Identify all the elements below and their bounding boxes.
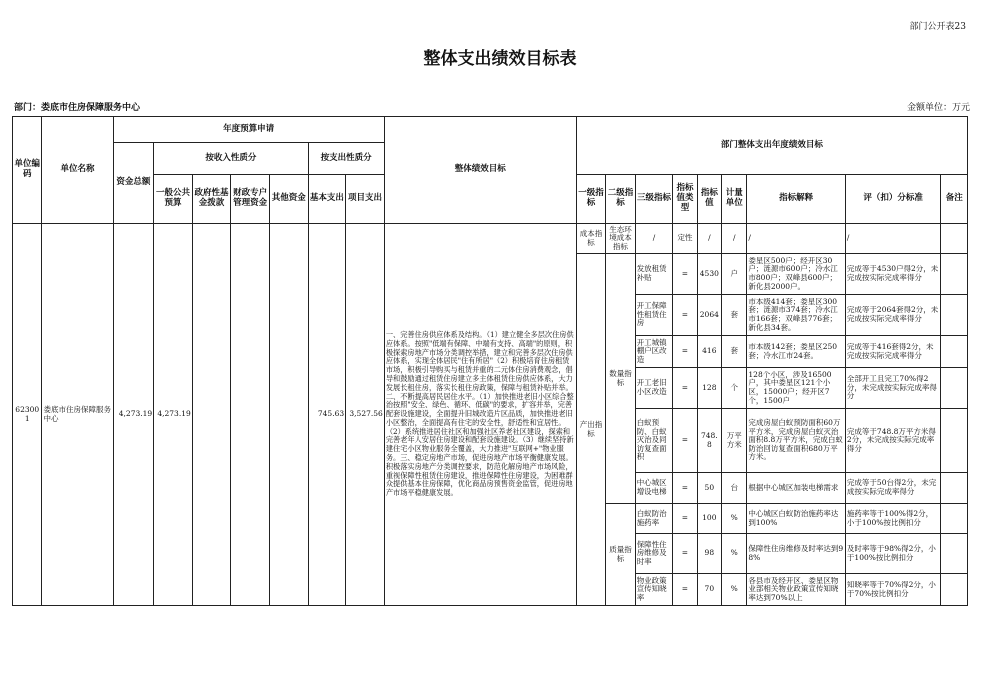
fiscal-special-cell: [231, 224, 270, 606]
metric-type: =: [673, 336, 697, 368]
header-project-expense: 项目支出: [346, 175, 385, 224]
header-basic-expense: 基本支出: [308, 175, 346, 224]
header-total-funds: 资金总额: [113, 143, 154, 224]
header-remark: 备注: [941, 175, 968, 224]
cost-explanation: /: [747, 224, 846, 254]
total-funds-cell: 4,273.19: [113, 224, 154, 606]
metric-explanation: 根据中心城区加装电梯需求: [747, 473, 846, 504]
metric-explanation: 中心城区白蚁防治施药率达到100%: [747, 504, 846, 534]
metric-scoring: 知晓率等于70%得2分，小于70%按比例扣分: [846, 580, 936, 598]
metric-type: =: [673, 254, 697, 295]
metric-remark: [941, 574, 968, 606]
metric-unit: 户: [722, 254, 747, 295]
metric-unit: 万平方米: [722, 409, 747, 473]
metric-remark: [941, 336, 968, 368]
cost-unit: /: [722, 224, 747, 254]
metric-explanation: 市本级414套；娄星区300套；涟源市374套；冷水江市166套；双峰县776套；新化县34套。: [748, 297, 838, 332]
metric-unit: 套: [722, 336, 747, 368]
metric-name: 发放租赁补贴: [635, 254, 673, 295]
gov-fund-cell: [192, 224, 231, 606]
page-title: 整体支出绩效目标表: [423, 49, 577, 69]
performance-table: [12, 116, 968, 606]
metric-name: 物业政策宣传知晓率: [635, 574, 673, 606]
metric-value: 128: [697, 368, 721, 409]
metric-unit: %: [722, 534, 747, 574]
metric-unit: %: [722, 504, 747, 534]
metric-name: 中心城区增设电梯: [635, 473, 673, 504]
metric-explanation: 娄星区500户；经开区30户；涟源市600户；冷水江市800户；双峰县600户；新化县2000户。: [748, 256, 838, 291]
metric-explanation: 完成房屋白蚁预防面积60万平方米，完成房屋白蚁灭治面积8.8万平方米，完成白蚁防治回访复查面积680万平方米。: [747, 409, 846, 473]
cost-remark: [941, 224, 968, 254]
metric-scoring: 完成等于4530户得2分，未完成按实际完成率得分: [846, 265, 939, 282]
metric-name: 开工老旧小区改造: [635, 368, 673, 409]
header-value-type: 指标值类型: [673, 175, 697, 224]
metric-name: 白蚁防治施药率: [635, 504, 673, 534]
metric-value: 2064: [697, 295, 721, 336]
metric-value: 70: [697, 574, 721, 606]
output-indicator-label: 产出指标: [576, 254, 605, 606]
header-general-budget: 一般公共预算: [154, 175, 193, 224]
cost-value: /: [697, 224, 721, 254]
header-fiscal-special: 财政专户管理资金: [231, 175, 270, 224]
header-annual-budget: 年度预算申请: [113, 117, 384, 143]
metric-type: =: [673, 534, 697, 574]
header-overall-goal: 整体绩效目标: [384, 117, 576, 224]
header-unit-code: 单位编码: [13, 117, 42, 224]
metric-scoring: 及时率等于98%得2分，小于100%按比例扣分: [845, 534, 940, 574]
header-explanation: 指标解释: [747, 175, 846, 224]
metric-value: 416: [697, 336, 721, 368]
cost-level2: 生态环境成本指标: [606, 224, 635, 254]
unit-code-cell: 623001: [13, 224, 42, 606]
header-level1: 一级指标: [576, 175, 605, 224]
metric-explanation: 128个小区，涉及16500户，其中娄星区121个小区，15000户；经开区7个，1500户: [748, 370, 832, 405]
metric-scoring: 施药率等于100%得2分，小于100%按比例扣分: [845, 504, 940, 534]
metric-scoring: 全部开工且完工70%得2分，未完成按实际完成率得分: [846, 375, 937, 401]
quality-indicator-label: 质量指标: [606, 504, 635, 606]
header-scoring: 评（扣）分标准: [845, 175, 940, 224]
header-level3: 三级指标: [635, 175, 673, 224]
metric-type: =: [673, 368, 697, 409]
cost-scoring: /: [845, 224, 940, 254]
department-label: 部门：娄底市住房保障服务中心: [14, 103, 141, 113]
metric-explanation: 各县市及经开区、娄星区物业部相关物业政策宣传知晓率达到70%以上: [748, 576, 839, 602]
header-unit-name: 单位名称: [42, 117, 113, 224]
metric-remark: [941, 504, 968, 534]
metric-value: 98: [697, 534, 721, 574]
cost-value-type: 定性: [673, 224, 697, 254]
metric-name: 白蚁预防、白蚁灭治及同访复查面积: [635, 409, 673, 473]
metric-unit: %: [722, 574, 747, 606]
metric-unit: 台: [722, 473, 747, 504]
page-tag: 部门公开表23: [909, 22, 966, 32]
unit-name-cell: 娄底市住房保障服务中心: [42, 224, 113, 606]
metric-value: 100: [697, 504, 721, 534]
other-funds-cell: [269, 224, 308, 606]
metric-scoring: 完成等于50台得2分，未完成按实际完成率得分: [845, 473, 940, 504]
amount-unit-label: 金额单位：万元: [906, 103, 970, 113]
basic-expense-cell: 745.63: [308, 224, 346, 606]
metric-type: =: [673, 574, 697, 606]
metric-value: 4530: [697, 254, 721, 295]
cost-level1: 成本指标: [576, 224, 605, 254]
metric-value: 748.8: [697, 409, 721, 473]
metric-explanation: 保障性住房维修及时率达到98%: [747, 534, 846, 574]
metric-type: =: [673, 473, 697, 504]
metric-unit: 个: [722, 368, 747, 409]
metric-remark: [941, 409, 968, 473]
metric-remark: [941, 368, 968, 409]
metric-remark: [941, 295, 968, 336]
metric-type: =: [673, 504, 697, 534]
header-other-funds: 其他资金: [269, 175, 308, 224]
metric-unit: 套: [722, 295, 747, 336]
metric-remark: [941, 534, 968, 574]
metric-type: =: [673, 295, 697, 336]
header-by-income: 按收入性质分: [154, 143, 308, 175]
cost-level3: /: [635, 224, 673, 254]
header-value: 指标值: [697, 175, 721, 224]
header-gov-fund: 政府性基金拨款: [192, 175, 231, 224]
quantity-indicator-label: 数量指标: [606, 254, 635, 504]
metric-value: 50: [697, 473, 721, 504]
metric-explanation: 市本级142套；娄星区250套；冷水江市24套。: [748, 342, 838, 360]
metric-scoring: 完成等于2064套得2分，未完成按实际完成率得分: [846, 306, 939, 323]
metric-name: 开工保障性租赁住房: [635, 295, 673, 336]
metric-name: 保障性住房维修及时率: [635, 534, 673, 574]
metric-scoring: 完成等于416套得2分，未完成按实际完成率得分: [846, 342, 934, 360]
overall-goal-text: 一、完善住房供应体系及结构。（1）建立健全多层次住房供应体系。按照"低端有保障、中端有支持、高端"的原则，积极探索房地产市场分类调控举措，建立和完善多层次住房供应体系，实现全体居民"住有所居"（2）积极培育住房租赁市场，积极引导购买与租赁并重的二元体住房消费观念，倡导和鼓励通过租赁住房建立多主体租赁住房供应体系，大力发展长租住房，落实长租住房政策，保障与租赁补贴并举。二、不断提高居民居住水平。（1）加快推进老旧小区综合整治按照"安全、绿色、循环、低碳"的要求，扩容并举，完善配套设施建设，全面提升旧城改造片区品质，加快推进老旧小区整治，全面提高有住宅的安全性，舒适性和宜居性。（2）系统推进居住社区和加强社区养老社区建设，探索和完善老年人安居住房建设和配套设施建设。（3）继续坚持新建住宅小区物业服务全覆盖，大力推进"互联网+"物业服务。三、稳定房地产市场，促进房地产市场平衡健康发展。积极落实房地产分类调控要求，防范化解房地产市场风险，重视保障性租赁住房建设，推进保障性住房建设，为困难群众提供基本住房保障，优化商品房预售资金监管，促进房地产市场平稳健康发展。: [384, 224, 576, 606]
metric-remark: [941, 254, 968, 295]
header-level2: 二级指标: [606, 175, 635, 224]
header-measure-unit: 计量单位: [722, 175, 747, 224]
project-expense-cell: 3,527.56: [346, 224, 385, 606]
general-budget-cell: 4,273.19: [154, 224, 193, 606]
header-dept-goal: 部门整体支出年度绩效目标: [576, 117, 967, 175]
metric-name: 开工城镇棚户区改造: [635, 336, 673, 368]
metric-remark: [941, 473, 968, 504]
metric-type: =: [673, 409, 697, 473]
header-by-expense: 按支出性质分: [308, 143, 384, 175]
metric-scoring: 完成等于748.8万平方米得2分，未完成按实际完成率得分: [845, 409, 940, 473]
